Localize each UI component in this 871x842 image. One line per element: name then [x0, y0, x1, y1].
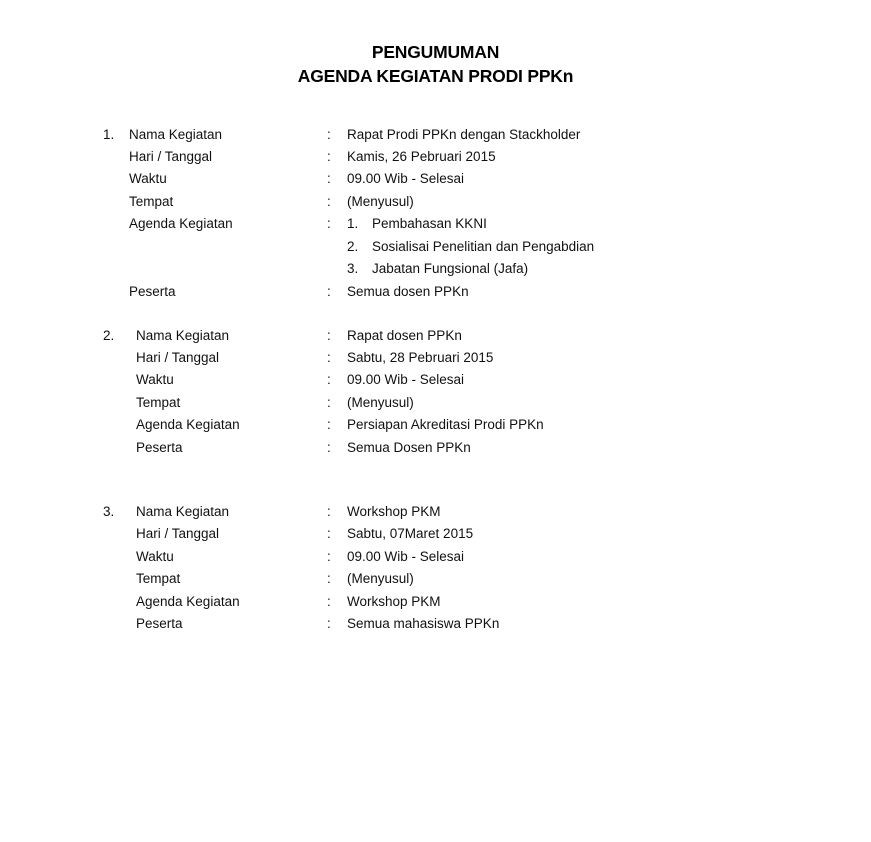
- event-2-date-row: [0, 347, 871, 369]
- field-label: Peserta: [129, 284, 176, 299]
- colon: :: [327, 149, 331, 164]
- colon: :: [327, 616, 331, 631]
- field-value: Semua mahasiswa PPKn: [347, 616, 500, 631]
- event-1-agenda-item-2: [0, 236, 871, 258]
- event-2-participants-row: [0, 437, 871, 459]
- colon: :: [327, 350, 331, 365]
- field-value: Persiapan Akreditasi Prodi PPKn: [347, 417, 544, 432]
- colon: :: [327, 284, 331, 299]
- field-label: Peserta: [136, 440, 183, 455]
- field-label: Tempat: [136, 395, 181, 410]
- field-value: Semua dosen PPKn: [347, 284, 469, 299]
- field-label: Tempat: [129, 194, 174, 209]
- page-title: PENGUMUMAN: [371, 42, 500, 62]
- event-number: 2.: [103, 328, 115, 343]
- field-value: (Menyusul): [347, 395, 414, 410]
- field-value: 09.00 Wib - Selesai: [347, 171, 465, 186]
- event-1-participants-row: [0, 281, 871, 303]
- event-2-name-row: [0, 325, 871, 347]
- field-label: Hari / Tanggal: [136, 526, 220, 541]
- event-1-place-row: [0, 191, 871, 213]
- agenda-item-number: 2.: [347, 239, 359, 254]
- field-label: Nama Kegiatan: [136, 328, 230, 343]
- event-1-date-row: [0, 146, 871, 168]
- field-value: Sabtu, 28 Pebruari 2015: [347, 350, 494, 365]
- field-value: 09.00 Wib - Selesai: [347, 372, 465, 387]
- event-1-agenda-item-3: [0, 258, 871, 280]
- colon: :: [327, 127, 331, 142]
- field-value: Rapat Prodi PPKn dengan Stackholder: [347, 127, 581, 142]
- agenda-item-number: 1.: [347, 216, 359, 231]
- agenda-item-text: Jabatan Fungsional (Jafa): [372, 261, 529, 276]
- field-label: Nama Kegiatan: [136, 504, 230, 519]
- event-3-name-row: [0, 501, 871, 523]
- field-value: (Menyusul): [347, 571, 414, 586]
- colon: :: [327, 571, 331, 586]
- colon: :: [327, 549, 331, 564]
- agenda-item-text: Pembahasan KKNI: [372, 216, 487, 231]
- field-label: Tempat: [136, 571, 181, 586]
- page-subtitle: AGENDA KEGIATAN PRODI PPKn: [297, 66, 574, 86]
- event-1-time-row: [0, 168, 871, 190]
- colon: :: [327, 526, 331, 541]
- field-value: Kamis, 26 Pebruari 2015: [347, 149, 496, 164]
- field-label: Agenda Kegiatan: [136, 417, 240, 432]
- field-label: Agenda Kegiatan: [129, 216, 233, 231]
- colon: :: [327, 395, 331, 410]
- field-label: Hari / Tanggal: [136, 350, 220, 365]
- colon: :: [327, 328, 331, 343]
- field-value: Workshop PKM: [347, 504, 441, 519]
- field-value: Workshop PKM: [347, 594, 441, 609]
- field-label: Agenda Kegiatan: [136, 594, 240, 609]
- colon: :: [327, 417, 331, 432]
- field-value: 09.00 Wib - Selesai: [347, 549, 465, 564]
- event-1-name-row: [0, 124, 871, 146]
- agenda-item-text: Sosialisai Penelitian dan Pengabdian: [372, 239, 595, 254]
- event-3-participants-row: [0, 613, 871, 635]
- field-label: Peserta: [136, 616, 183, 631]
- colon: :: [327, 504, 331, 519]
- event-3-time-row: [0, 546, 871, 568]
- field-value: Rapat dosen PPKn: [347, 328, 462, 343]
- field-label: Waktu: [136, 549, 174, 564]
- field-label: Waktu: [136, 372, 174, 387]
- field-value: Sabtu, 07Maret 2015: [347, 526, 474, 541]
- field-value: Semua Dosen PPKn: [347, 440, 471, 455]
- event-2-agenda-row: [0, 414, 871, 436]
- colon: :: [327, 216, 331, 231]
- event-number: 3.: [103, 504, 115, 519]
- colon: :: [327, 440, 331, 455]
- event-2-place-row: [0, 392, 871, 414]
- event-3-place-row: [0, 568, 871, 590]
- event-2-time-row: [0, 369, 871, 391]
- colon: :: [327, 594, 331, 609]
- field-label: Waktu: [129, 171, 167, 186]
- colon: :: [327, 372, 331, 387]
- event-number: 1.: [103, 127, 115, 142]
- colon: :: [327, 171, 331, 186]
- field-value: (Menyusul): [347, 194, 414, 209]
- event-3-agenda-row: [0, 591, 871, 613]
- field-label: Hari / Tanggal: [129, 149, 213, 164]
- event-1-agenda-row: [0, 213, 871, 235]
- colon: :: [327, 194, 331, 209]
- field-label: Nama Kegiatan: [129, 127, 223, 142]
- event-3-date-row: [0, 523, 871, 545]
- agenda-item-number: 3.: [347, 261, 359, 276]
